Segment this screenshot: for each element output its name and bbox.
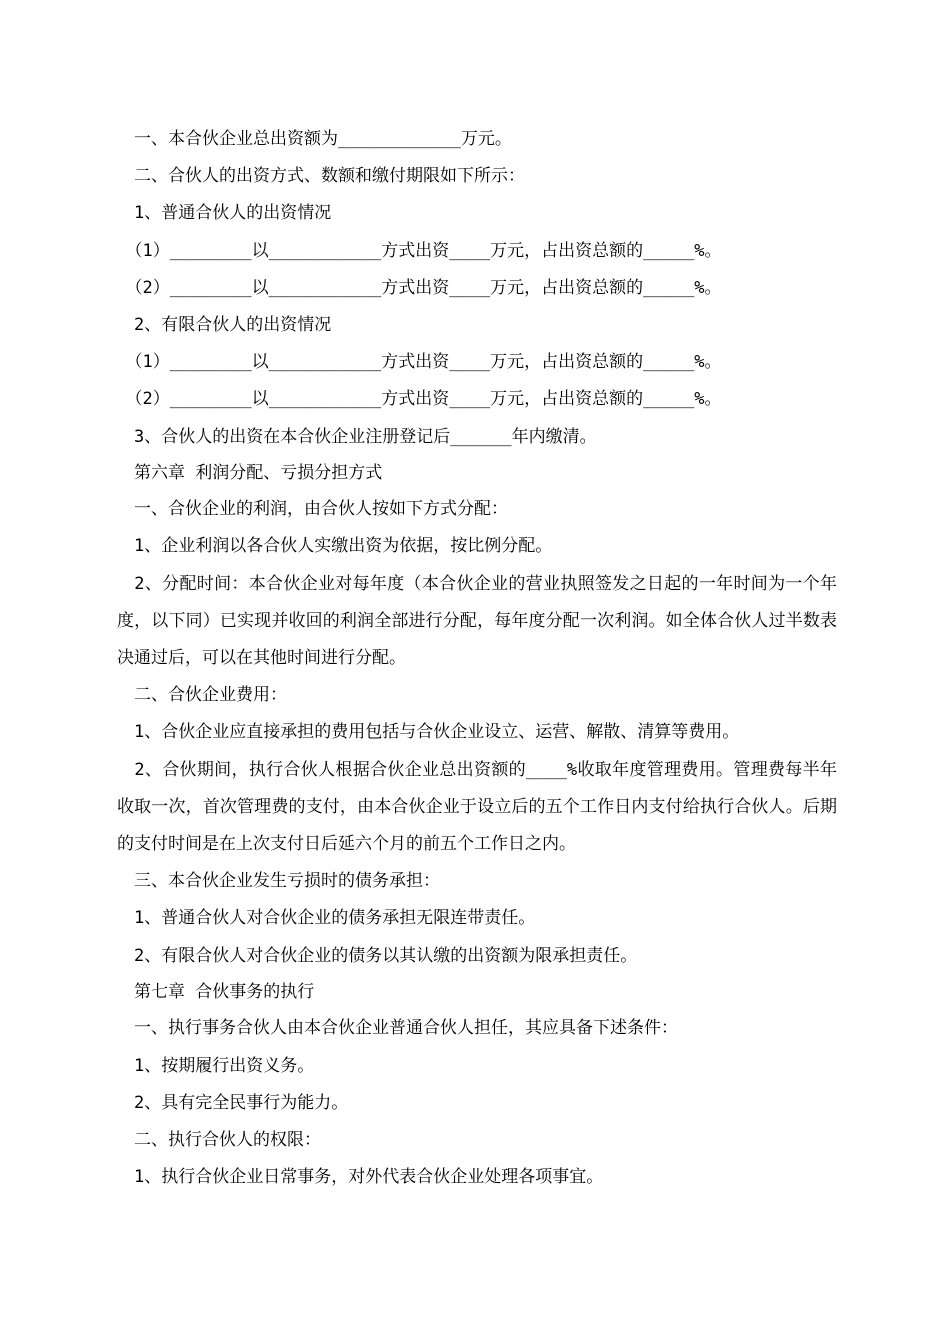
profit-basis-clause: 1、企业利润以各合伙人实缴出资为依据，按比例分配。 <box>117 536 553 557</box>
condition-contribution-duty: 1、按期履行出资义务。 <box>117 1055 315 1076</box>
chapter-six-title: 第六章 利润分配、亏损分担方式 <box>117 462 383 483</box>
enterprise-expenses-heading: 二、合伙企业费用： <box>117 685 287 706</box>
contribution-method-heading: 二、合伙人的出资方式、数额和缴付期限如下所示： <box>117 166 525 187</box>
document-body <box>117 121 837 1196</box>
distribution-time-clause: 2、分配时间：本合伙企业对每年度（本合伙企业的营业执照签发之日起的一年时间为一个年度，以下同）已实现并收回的利润全部进行分配，每年度分配一次利润。如全体合伙人过半数表决通过后，可以在其他时间进行分配。 <box>117 573 837 669</box>
loss-liability-heading: 三、本合伙企业发生亏损时的债务承担： <box>117 871 440 892</box>
management-fee-clause: 2、合伙期间，执行合伙人根据合伙企业总出资额的____%收取年度管理费用。管理费每半年收取一次，首次管理费的支付，由本合伙企业于设立后的五个工作日内支付给执行合伙人。后期的支付时间是在上次支付日后延六个月的前五个工作日之内。 <box>117 759 837 855</box>
general-partner-contribution-2: （2）________以___________方式出资____万元，占出资总额的_____%。 <box>117 277 722 298</box>
payment-deadline-line: 3、合伙人的出资在本合伙企业注册登记后______年内缴清。 <box>117 426 597 447</box>
limited-partner-contribution-2: （2）________以___________方式出资____万元，占出资总额的_____%。 <box>117 389 722 410</box>
general-partner-liability-clause: 1、普通合伙人对合伙企业的债务承担无限连带责任。 <box>117 908 536 929</box>
condition-civil-capacity: 2、具有完全民事行为能力。 <box>117 1092 349 1113</box>
executing-partner-authority-heading: 二、执行合伙人的权限： <box>117 1129 321 1150</box>
direct-expenses-clause: 1、合伙企业应直接承担的费用包括与合伙企业设立、运营、解散、清算等费用。 <box>117 722 740 743</box>
profit-distribution-heading: 一、合伙企业的利润，由合伙人按如下方式分配： <box>117 499 508 520</box>
limited-partner-contribution-heading: 2、有限合伙人的出资情况 <box>117 314 332 335</box>
total-capital-line: 一、本合伙企业总出资额为____________万元。 <box>117 129 512 149</box>
limited-partner-liability-clause: 2、有限合伙人对合伙企业的债务以其认缴的出资额为限承担责任。 <box>117 945 638 966</box>
executing-partner-conditions-heading: 一、执行事务合伙人由本合伙企业普通合伙人担任，其应具备下述条件： <box>117 1018 678 1039</box>
limited-partner-contribution-1: （1）________以___________方式出资____万元，占出资总额的_____%。 <box>117 352 722 373</box>
general-partner-contribution-1: （1）________以___________方式出资____万元，占出资总额的_____%。 <box>117 240 722 261</box>
chapter-seven-title: 第七章 合伙事务的执行 <box>117 981 315 1002</box>
authority-daily-affairs-clause: 1、执行合伙企业日常事务，对外代表合伙企业处理各项事宜。 <box>117 1167 604 1188</box>
general-partner-contribution-heading: 1、普通合伙人的出资情况 <box>117 203 332 224</box>
